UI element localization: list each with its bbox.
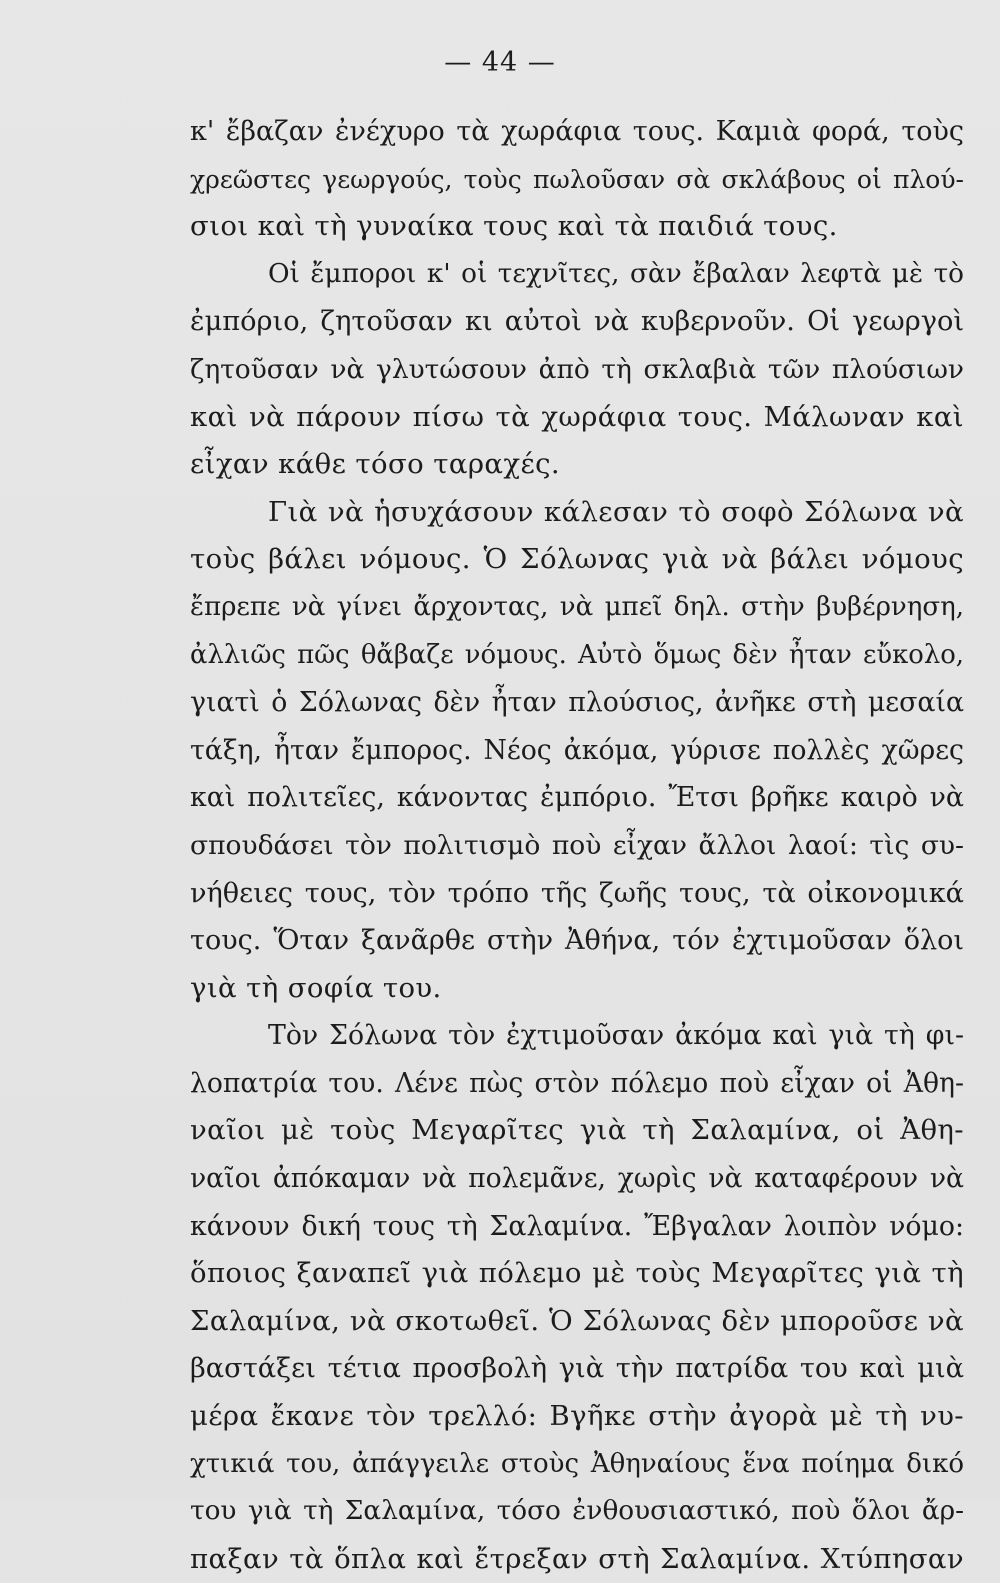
text-line: του γιὰ τὴ Σαλαμίνα, τόσο ἐνθουσιαστικό, ποὺ ὅλοι ἄρ- xyxy=(190,1496,964,1527)
text-line: γιὰ τὴ σοφία του. xyxy=(190,971,442,1004)
text-line: Οἱ ἔμποροι κ' οἱ τεχνῖτες, σὰν ἔβαλαν λεφτὰ μὲ τὸ xyxy=(268,258,964,289)
text-line: κ' ἔβαζαν ἐνέχυρο τὰ χωράφια τους. Καμιὰ φορά, τοὺς xyxy=(190,116,964,147)
text-line: κάνουν δική τους τὴ Σαλαμίνα. Ἔβγαλαν λοιπὸν νόμο: xyxy=(190,1210,964,1242)
text-line: χτικιά του, ἀπάγγειλε στοὺς Ἀθηναίους ἕνα ποίημα δικό xyxy=(190,1448,964,1479)
text-line: καὶ πολιτεῖες, κάνοντας ἐμπόριο. Ἔτσι βρῆκε καιρὸ νὰ xyxy=(190,782,964,814)
text-line: λοπατρία του. Λένε πὼς στὸν πόλεμο ποὺ εἶχαν οἱ Ἀθη- xyxy=(190,1067,964,1099)
text-line: ἀλλιῶς πῶς θἄβαζε νόμους. Αὐτὸ ὅμως δὲν ἦταν εὔκολο, xyxy=(190,639,964,670)
text-line: Σαλαμίνα, νὰ σκοτωθεῖ. Ὁ Σόλωνας δὲν μποροῦσε νὰ xyxy=(190,1304,964,1337)
page-number: — 44 — xyxy=(444,47,556,78)
body-text xyxy=(190,108,964,1583)
text-line: τοὺς βάλει νόμους. Ὁ Σόλωνας γιὰ νὰ βάλει νόμους xyxy=(190,543,964,576)
text-line: γιατὶ ὁ Σόλωνας δὲν ἦταν πλούσιος, ἀνῆκε στὴ μεσαία xyxy=(190,687,964,719)
text-line: νήθειες τους, τὸν τρόπο τῆς ζωῆς τους, τὰ οἰκονομικά xyxy=(190,877,964,909)
text-line: τους. Ὅταν ξανᾶρθε στὴν Ἀθήνα, τόν ἐχτιμοῦσαν ὅλοι xyxy=(190,925,964,957)
text-line: τάξη, ἦταν ἔμπορος. Νέος ἀκόμα, γύρισε πολλὲς χῶρες xyxy=(190,734,964,766)
text-line: σπουδάσει τὸν πολιτισμὸ ποὺ εἶχαν ἄλλοι λαοί: τὶς συ- xyxy=(190,829,964,861)
text-line: Τὸν Σόλωνα τὸν ἐχτιμοῦσαν ἀκόμα καὶ γιὰ τὴ φι- xyxy=(268,1020,964,1052)
text-line: μέρα ἔκανε τὸν τρελλό: Βγῆκε στὴν ἀγορὰ μὲ τὴ νυ- xyxy=(190,1400,964,1433)
text-line: καὶ νὰ πάρουν πίσω τὰ χωράφια τους. Μάλωναν καὶ xyxy=(190,400,964,433)
text-line: εἶχαν κάθε τόσο ταραχές. xyxy=(190,448,561,481)
text-line: Γιὰ νὰ ἡσυχάσουν κάλεσαν τὸ σοφὸ Σόλωνα νὰ xyxy=(268,495,964,528)
text-line: ζητοῦσαν νὰ γλυτώσουν ἀπὸ τὴ σκλαβιὰ τῶν πλούσιων xyxy=(190,353,964,385)
text-line: ὅποιος ξαναπεῖ γιὰ πόλεμο μὲ τοὺς Μεγαρῖτες γιὰ τὴ xyxy=(190,1257,964,1290)
text-line: χρεῶστες γεωργούς, τοὺς πωλοῦσαν σὰ σκλάβους οἱ πλού- xyxy=(190,164,964,194)
text-line: ναῖοι ἀπόκαμαν νὰ πολεμᾶνε, χωρὶς νὰ καταφέρουν νὰ xyxy=(190,1163,964,1195)
text-line: παξαν τὰ ὅπλα καὶ ἔτρεξαν στὴ Σαλαμίνα. Χτύπησαν xyxy=(190,1542,964,1575)
text-line: ἔπρεπε νὰ γίνει ἄρχοντας, νὰ μπεῖ δηλ. στὴν βυβέρνηση, xyxy=(190,591,964,622)
text-line: ναῖοι μὲ τοὺς Μεγαρῖτες γιὰ τὴ Σαλαμίνα, οἱ Ἀθη- xyxy=(190,1114,964,1147)
text-line: ἐμπόριο, ζητοῦσαν κι αὐτοὶ νὰ κυβερνοῦν. Οἱ γεωργοὶ xyxy=(190,306,964,338)
text-line: σιοι καὶ τὴ γυναίκα τους καὶ τὰ παιδιά τους. xyxy=(190,210,838,243)
text-line: βαστάξει τέτια προσβολὴ γιὰ τὴν πατρίδα του καὶ μιὰ xyxy=(190,1353,964,1385)
